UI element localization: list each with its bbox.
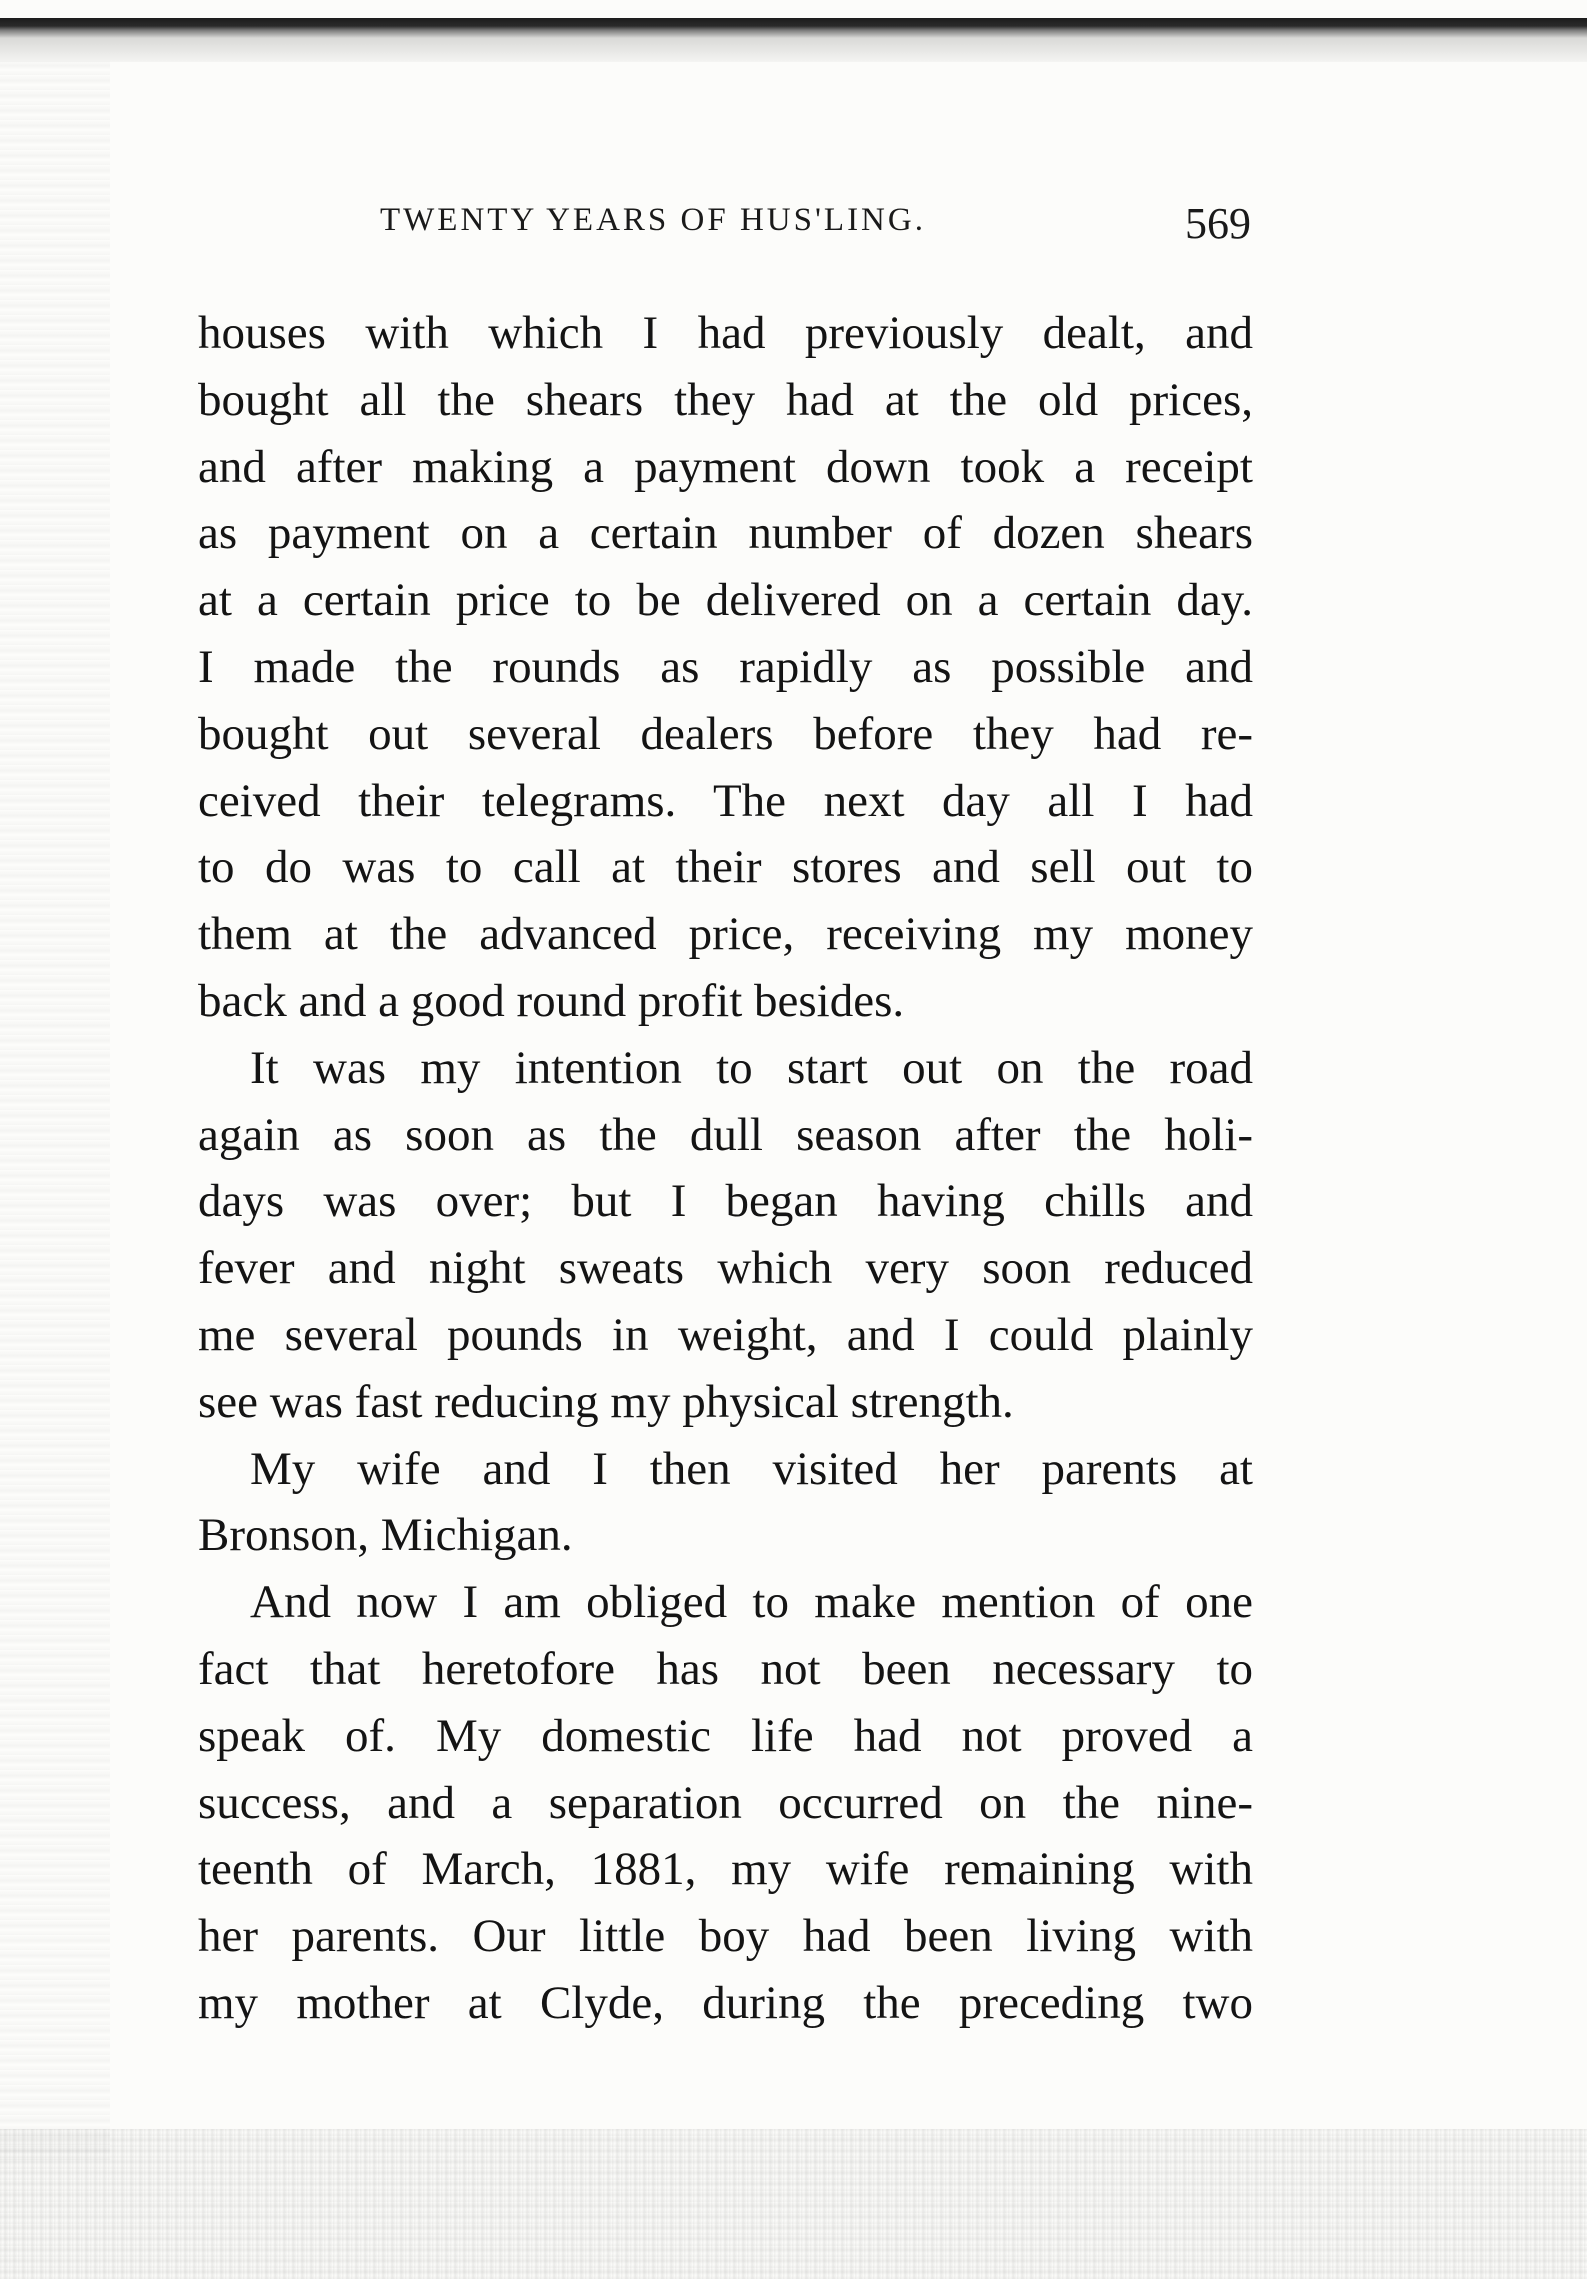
text-line: her parents. Our little boy had been living with xyxy=(198,1910,1253,1963)
text-line: bought out several dealers before they had re- xyxy=(198,707,1253,760)
text-line: bought all the shears they had at the old prices, xyxy=(198,373,1253,426)
text-line: fever and night sweats which very soon reduced xyxy=(198,1242,1253,1295)
text-line: It was my intention to start out on the road xyxy=(250,1041,1253,1094)
scan-noise-bottom xyxy=(0,2129,1587,2279)
page-top-edge xyxy=(0,18,1587,62)
text-line: I made the rounds as rapidly as possible and xyxy=(198,640,1253,693)
text-line: as payment on a certain number of dozen shears xyxy=(198,507,1253,560)
body-text xyxy=(198,300,1253,2037)
text-line: again as soon as the dull season after the holi- xyxy=(198,1108,1253,1161)
text-line: success, and a separation occurred on the nine- xyxy=(198,1776,1253,1829)
text-line: back and a good round profit besides. xyxy=(198,974,905,1027)
text-line: see was fast reducing my physical strength. xyxy=(198,1375,1014,1428)
text-line: fact that heretofore has not been necessary to xyxy=(198,1642,1253,1695)
text-line: speak of. My domestic life had not proved a xyxy=(198,1709,1253,1762)
text-line: my mother at Clyde, during the preceding two xyxy=(198,1976,1253,2029)
text-line: My wife and I then visited her parents at xyxy=(250,1442,1253,1495)
text-line: and after making a payment down took a receipt xyxy=(198,440,1253,493)
page-number: 569 xyxy=(1185,199,1251,248)
text-line: houses with which I had previously dealt, and xyxy=(198,307,1253,359)
text-line: me several pounds in weight, and I could plainly xyxy=(198,1308,1253,1361)
text-line: And now I am obliged to make mention of one xyxy=(250,1576,1253,1629)
text-line: teenth of March, 1881, my wife remaining with xyxy=(198,1843,1253,1896)
text-line: ceived their telegrams. The next day all I had xyxy=(198,774,1253,827)
text-line: Bronson, Michigan. xyxy=(198,1509,573,1562)
text-line: them at the advanced price, receiving my money xyxy=(198,908,1253,961)
text-line: at a certain price to be delivered on a certain day. xyxy=(198,574,1253,627)
scan-noise-left xyxy=(0,60,110,2160)
running-head: TWENTY YEARS OF HUS'LING. xyxy=(380,202,926,238)
text-line: days was over; but I began having chills and xyxy=(198,1175,1253,1228)
text-line: to do was to call at their stores and sell out to xyxy=(198,841,1253,894)
